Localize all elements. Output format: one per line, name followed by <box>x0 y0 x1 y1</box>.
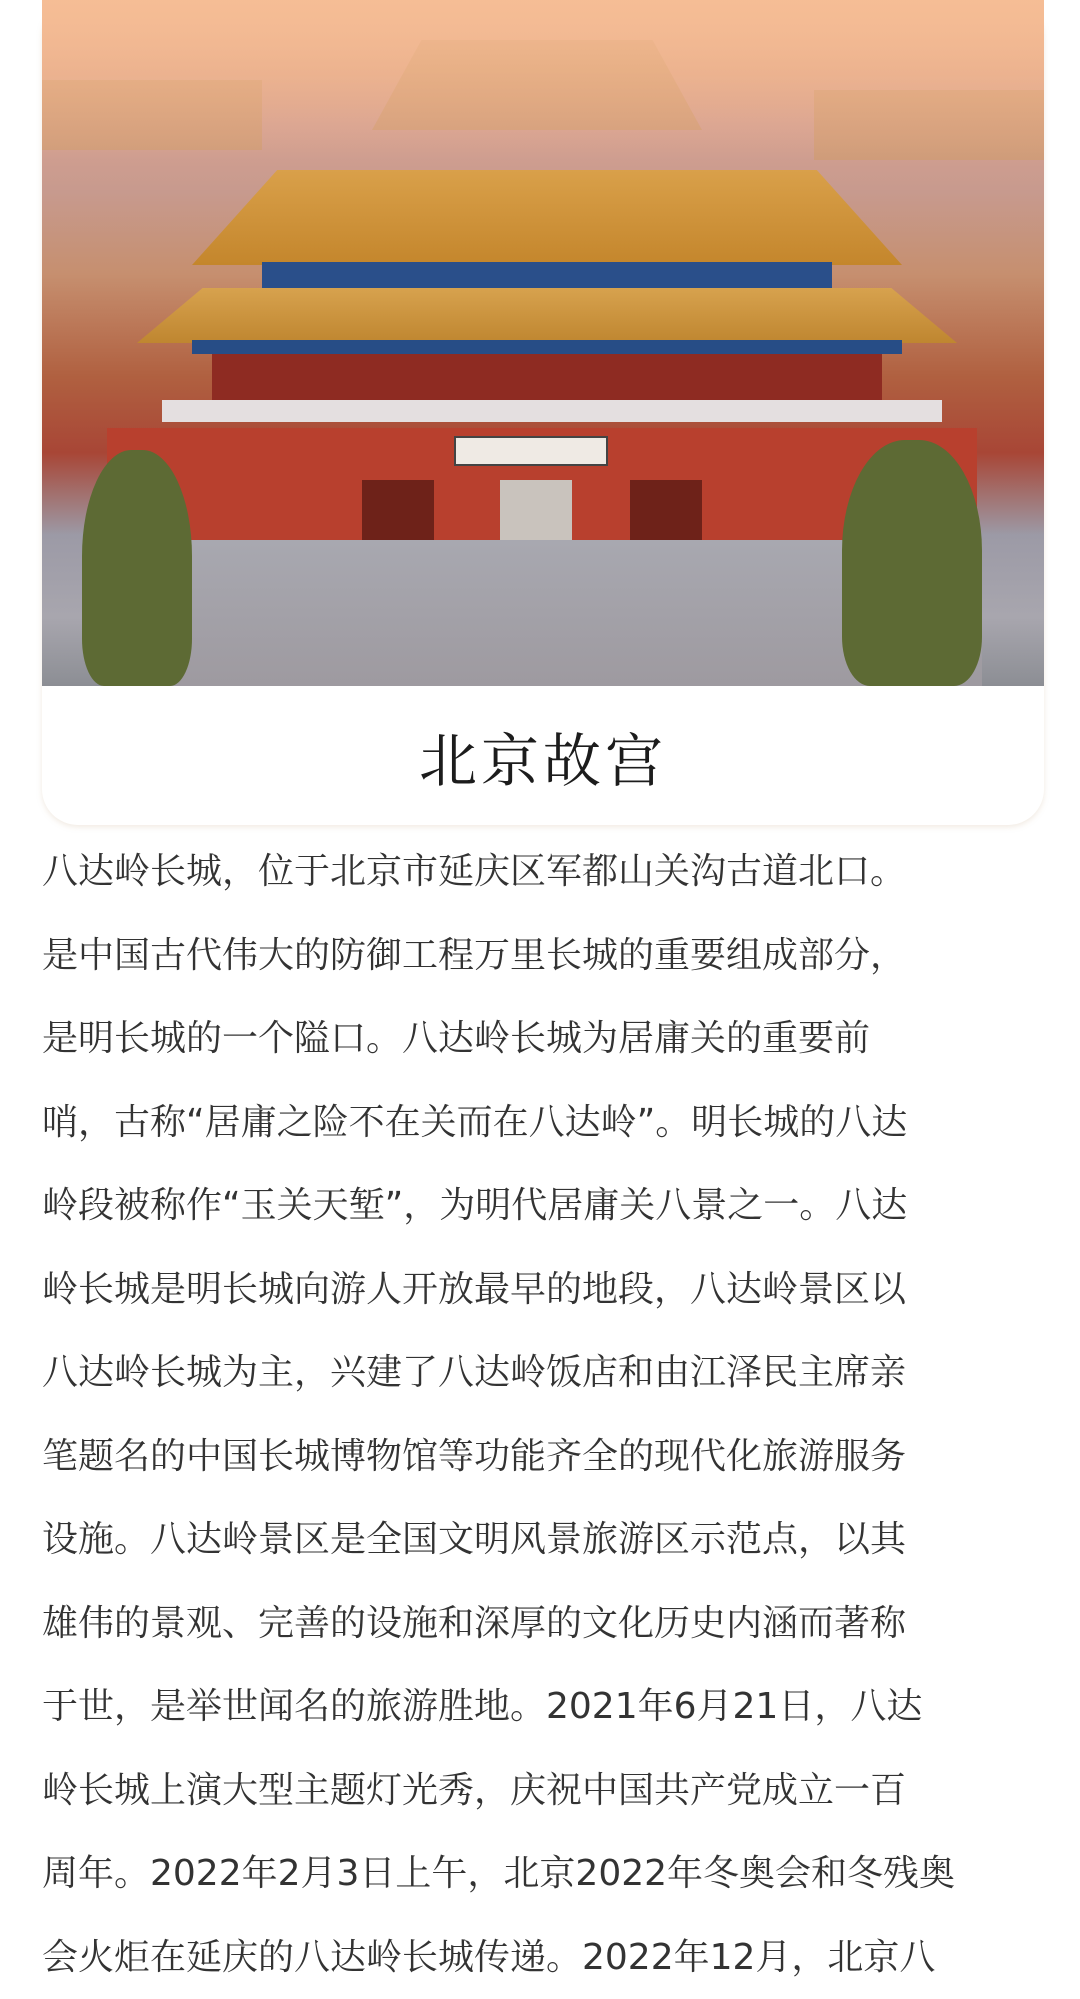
article-line: 周年。2022年2月3日上午，北京2022年冬奥会和冬残奥 <box>42 1832 1042 1916</box>
card-caption <box>42 686 1044 825</box>
tree-right <box>842 440 982 686</box>
gate-door-center <box>500 480 572 540</box>
article-line: 会火炬在延庆的八达岭长城传递。2022年12月，北京八 <box>42 1916 1042 1999</box>
article-line: 八达岭长城为主，兴建了八达岭饭店和由江泽民主席亲 <box>42 1331 1042 1415</box>
article-line: 哨，古称“居庸之险不在关而在八达岭”。明长城的八达 <box>42 1081 1042 1165</box>
card-title: 北京故宫 <box>419 714 667 798</box>
article-line: 岭长城是明长城向游人开放最早的地段，八达岭景区以 <box>42 1248 1042 1332</box>
attraction-photo[interactable] <box>42 0 1044 686</box>
article-body <box>42 830 1042 1999</box>
attraction-card[interactable] <box>42 0 1044 825</box>
article-line: 设施。八达岭景区是全国文明风景旅游区示范点，以其 <box>42 1498 1042 1582</box>
article-line: 岭段被称作“玉关天堑”，为明代居庸关八景之一。八达 <box>42 1164 1042 1248</box>
article-line: 八达岭长城，位于北京市延庆区军都山关沟古道北口。 <box>42 830 1042 914</box>
article-line: 岭长城上演大型主题灯光秀，庆祝中国共产党成立一百 <box>42 1749 1042 1833</box>
upper-roof <box>192 170 902 265</box>
article-line: 于世，是举世闻名的旅游胜地。2021年6月21日，八达 <box>42 1665 1042 1749</box>
article-line: 是中国古代伟大的防御工程万里长城的重要组成部分， <box>42 914 1042 998</box>
marble-balustrade <box>162 400 942 422</box>
sky-haze <box>42 0 1044 160</box>
lower-roof <box>137 288 957 343</box>
tree-left <box>82 450 192 686</box>
gate-door-left <box>362 480 434 540</box>
upper-beam <box>262 262 832 292</box>
gate-door-right <box>630 480 702 540</box>
article-line: 是明长城的一个隘口。八达岭长城为居庸关的重要前 <box>42 997 1042 1081</box>
lower-beam <box>192 340 902 354</box>
article-line: 笔题名的中国长城博物馆等功能齐全的现代化旅游服务 <box>42 1415 1042 1499</box>
article-line: 雄伟的景观、完善的设施和深厚的文化历史内涵而著称 <box>42 1582 1042 1666</box>
hall-facade <box>212 354 882 404</box>
museum-plaque <box>454 436 608 466</box>
